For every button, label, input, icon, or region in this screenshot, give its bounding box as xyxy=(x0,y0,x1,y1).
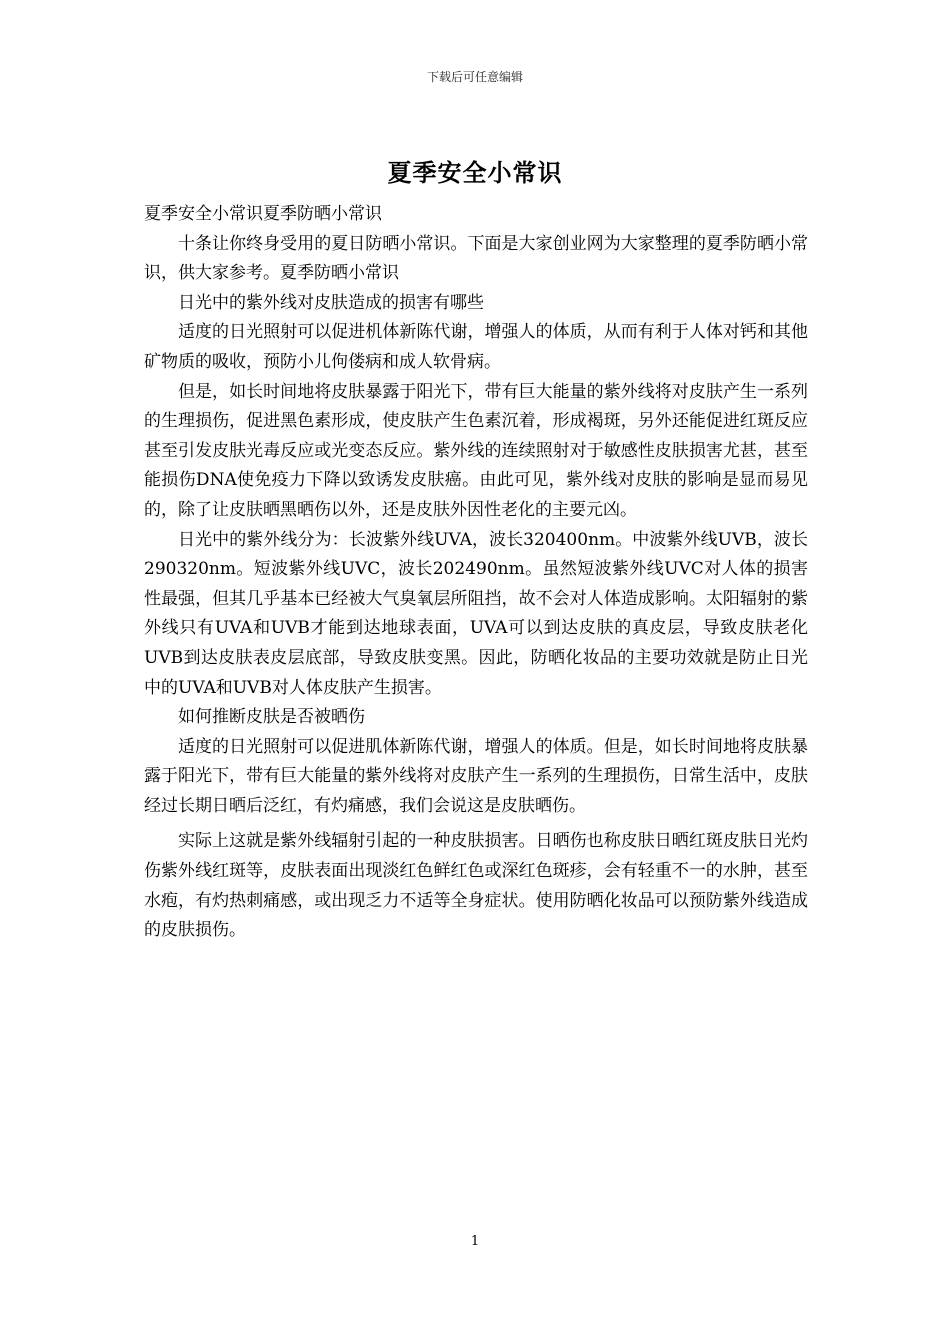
body-paragraph: 实际上这就是紫外线辐射引起的一种皮肤损害。日晒伤也称皮肤日晒红斑皮肤日光灼伤紫外线红斑等，皮肤表面出现淡红色鲜红色或深红色斑疹，会有轻重不一的水肿，甚至水疱，有灼热刺痛感，或出现乏力不适等全身症状。使用防晒化妆品可以预防紫外线造成的皮肤损伤。 xyxy=(144,831,808,941)
page-header-note: 下载后可任意编辑 xyxy=(426,70,523,84)
document-subtitle: 夏季安全小常识夏季防晒小常识 xyxy=(144,204,382,224)
section-heading: 日光中的紫外线对皮肤造成的损害有哪些 xyxy=(178,292,484,313)
body-paragraph: 十条让你终身受用的夏日防晒小常识。下面是大家创业网为大家整理的夏季防晒小常识，供大家参考。夏季防晒小常识 xyxy=(144,233,808,284)
body-paragraph: 适度的日光照射可以促进机体新陈代谢，增强人的体质，从而有利于人体对钙和其他矿物质的吸收，预防小儿佝偻病和成人软骨病。 xyxy=(144,322,808,372)
page-number: 1 xyxy=(470,1234,480,1249)
section-heading: 如何推断皮肤是否被晒伤 xyxy=(178,707,365,728)
document-body xyxy=(144,200,808,946)
body-paragraph: 适度的日光照射可以促进肌体新陈代谢，增强人的体质。但是，如长时间地将皮肤暴露于阳光下，带有巨大能量的紫外线将对皮肤产生一系列的生理损伤，日常生活中，皮肤经过长期日晒后泛红，有灼痛感，我们会说这是皮肤晒伤。 xyxy=(144,736,808,816)
body-paragraph: 日光中的紫外线分为：长波紫外线UVA，波长320400nm。中波紫外线UVB，波长290320nm。短波紫外线UVC，波长202490nm。虽然短波紫外线UVC对人体的损害性最强，但其几乎基本已经被大气臭氧层所阻挡，故不会对人体造成影响。太阳辐射的紫外线只有UVA和UVB才能到达地球表面，UVA可以到达皮肤的真皮层，导致皮肤老化UVB到达皮肤表皮层底部，导致皮肤变黑。因此，防晒化妆品的主要功效就是防止日光中的UVA和UVB对人体皮肤产生损害。 xyxy=(144,529,808,698)
body-paragraph: 但是，如长时间地将皮肤暴露于阳光下，带有巨大能量的紫外线将对皮肤产生一系列的生理损伤，促进黑色素形成，使皮肤产生色素沉着，形成褐斑，另外还能促进红斑反应甚至引发皮肤光毒反应或光变态反应。紫外线的连续照射对于敏感性皮肤损害尤甚，甚至能损伤DNA使免疫力下降以致诱发皮肤癌。由此可见，紫外线对皮肤的影响是显而易见的，除了让皮肤晒黑晒伤以外，还是皮肤外因性老化的主要元凶。 xyxy=(144,381,808,520)
document-title: 夏季安全小常识 xyxy=(387,158,563,187)
